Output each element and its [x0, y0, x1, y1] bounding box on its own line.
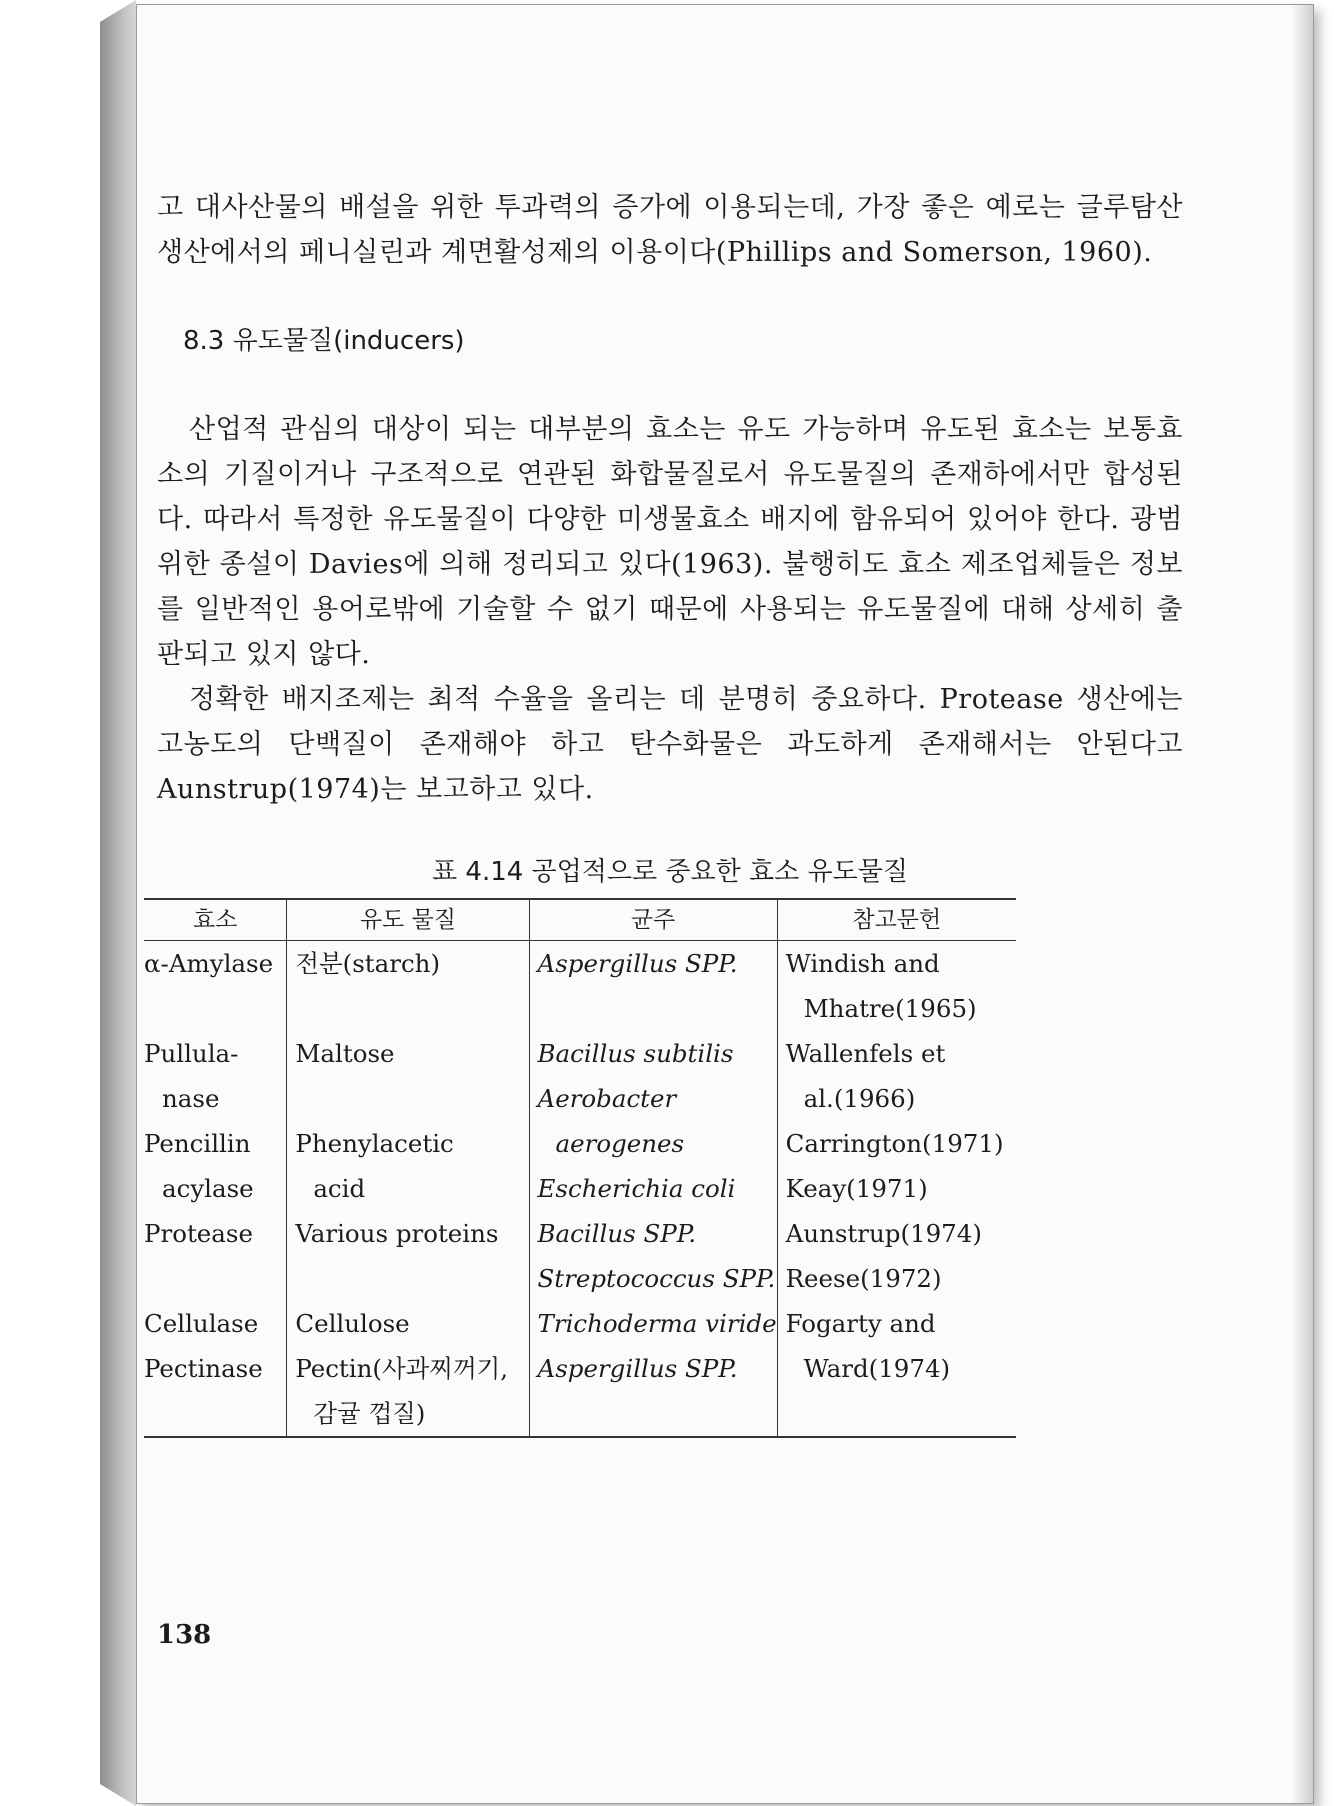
reference-line: al.(1966): [803, 1084, 916, 1113]
reference-line: Ward(1974): [803, 1354, 951, 1383]
enzyme-line: acylase: [162, 1174, 254, 1203]
inducer-line: 전분(starch): [295, 949, 441, 978]
inducer-line: Maltose: [295, 1039, 395, 1068]
reference-line: Mhatre(1965): [803, 994, 977, 1023]
reference-line: Fogarty and: [785, 1309, 936, 1338]
enzyme-line: Pullula-: [144, 1039, 239, 1068]
enzyme-line: Pencillin: [144, 1129, 251, 1158]
header-inducer: 유도 물질: [287, 899, 529, 941]
enzyme-line: [144, 1256, 286, 1301]
section-heading: 8.3 유도물질(inducers): [183, 326, 465, 356]
strain-line: Trichoderma viride: [537, 1309, 777, 1338]
inducer-line: 감귤 껍질): [313, 1399, 426, 1428]
reference-line: Windish and: [785, 949, 940, 978]
inducer-line: Phenylacetic: [295, 1129, 454, 1158]
header-strain: 균주: [529, 899, 777, 941]
inducer-line: [295, 1256, 528, 1301]
strain-line: Escherichia coli: [537, 1174, 736, 1203]
reference-line: Reese(1972): [785, 1264, 942, 1293]
paragraph-medium: 정확한 배지조제는 최적 수율을 올리는 데 분명히 중요하다. Protease 생산에는 고농도의 단백질이 존재해야 하고 탄수화물은 과도하게 존재해서는 안된다고 Aunstrup(1974)는 보고하고 있다.: [157, 684, 1183, 805]
paragraph-intro: 고 대사산물의 배설을 위한 투과력의 증가에 이용되는데, 가장 좋은 예로는 글루탐산 생산에서의 페니실린과 계면활성제의 이용이다(Phillips and Somerson, 1960).: [157, 192, 1183, 268]
strain-line: Aspergillus SPP.: [537, 949, 738, 978]
header-reference: 참고문헌: [777, 899, 1016, 941]
inducer-line: Cellulose: [295, 1309, 410, 1338]
table-row: [144, 941, 1016, 1438]
enzyme-line: Cellulase: [144, 1309, 259, 1338]
strain-column: [529, 941, 777, 1438]
inducer-line: [295, 986, 528, 1031]
enzyme-line: α-Amylase: [144, 949, 274, 978]
paragraph-inducers: 산업적 관심의 대상이 되는 대부분의 효소는 유도 가능하며 유도된 효소는 보통효소의 기질이거나 구조적으로 연관된 화합물질로서 유도물질의 존재하에서만 합성된다. 따라서 특정한 유도물질이 다양한 미생물효소 배지에 함유되어 있어야 한다. 광범위한 종설이 Davies에 의해 정리되고 있다(1963). 불행히도 효소 제조업체들은 정보를 일반적인 용어로밖에 기술할 수 없기 때문에 사용되는 유도물질에 대해 상세히 출판되고 있지 않다.: [157, 414, 1183, 670]
page-number: 138: [157, 1620, 212, 1650]
reference-line: Aunstrup(1974): [785, 1219, 982, 1248]
reference-line: Carrington(1971): [785, 1129, 1004, 1158]
enzyme-line: [144, 1391, 286, 1436]
reference-line: [786, 1391, 1016, 1436]
enzyme-line: Pectinase: [144, 1354, 263, 1383]
strain-line: aerogenes: [555, 1129, 685, 1158]
book-spine-edge: [100, 0, 136, 1806]
strain-line: Bacillus subtilis: [537, 1039, 734, 1068]
inducer-column: [287, 941, 529, 1438]
enzyme-line: Protease: [144, 1219, 253, 1248]
inducer-table: [144, 898, 1016, 1438]
reference-line: Keay(1971): [785, 1174, 928, 1203]
enzyme-line: [144, 986, 286, 1031]
table-header-row: [144, 899, 1016, 941]
enzyme-line: nase: [162, 1084, 220, 1113]
page-content: [144, 185, 1183, 1438]
strain-line: Aspergillus SPP.: [537, 1354, 738, 1383]
table-caption: 표 4.14 공업적으로 중요한 효소 유도물질: [432, 857, 908, 887]
strain-line: Bacillus SPP.: [537, 1219, 697, 1248]
strain-line: [538, 986, 777, 1031]
header-enzyme: 효소: [144, 899, 287, 941]
enzyme-column: [144, 941, 287, 1438]
inducer-line: Pectin(사과찌꺼기,: [295, 1354, 509, 1383]
reference-line: Wallenfels et: [785, 1039, 946, 1068]
inducer-line: Various proteins: [295, 1219, 499, 1248]
reference-column: [777, 941, 1016, 1438]
inducer-line: [295, 1076, 528, 1121]
inducer-line: acid: [313, 1174, 366, 1203]
strain-line: Streptococcus SPP.: [537, 1264, 776, 1293]
strain-line: Aerobacter: [537, 1084, 677, 1113]
page-shadow: [1291, 5, 1313, 1803]
strain-line: [538, 1391, 777, 1436]
